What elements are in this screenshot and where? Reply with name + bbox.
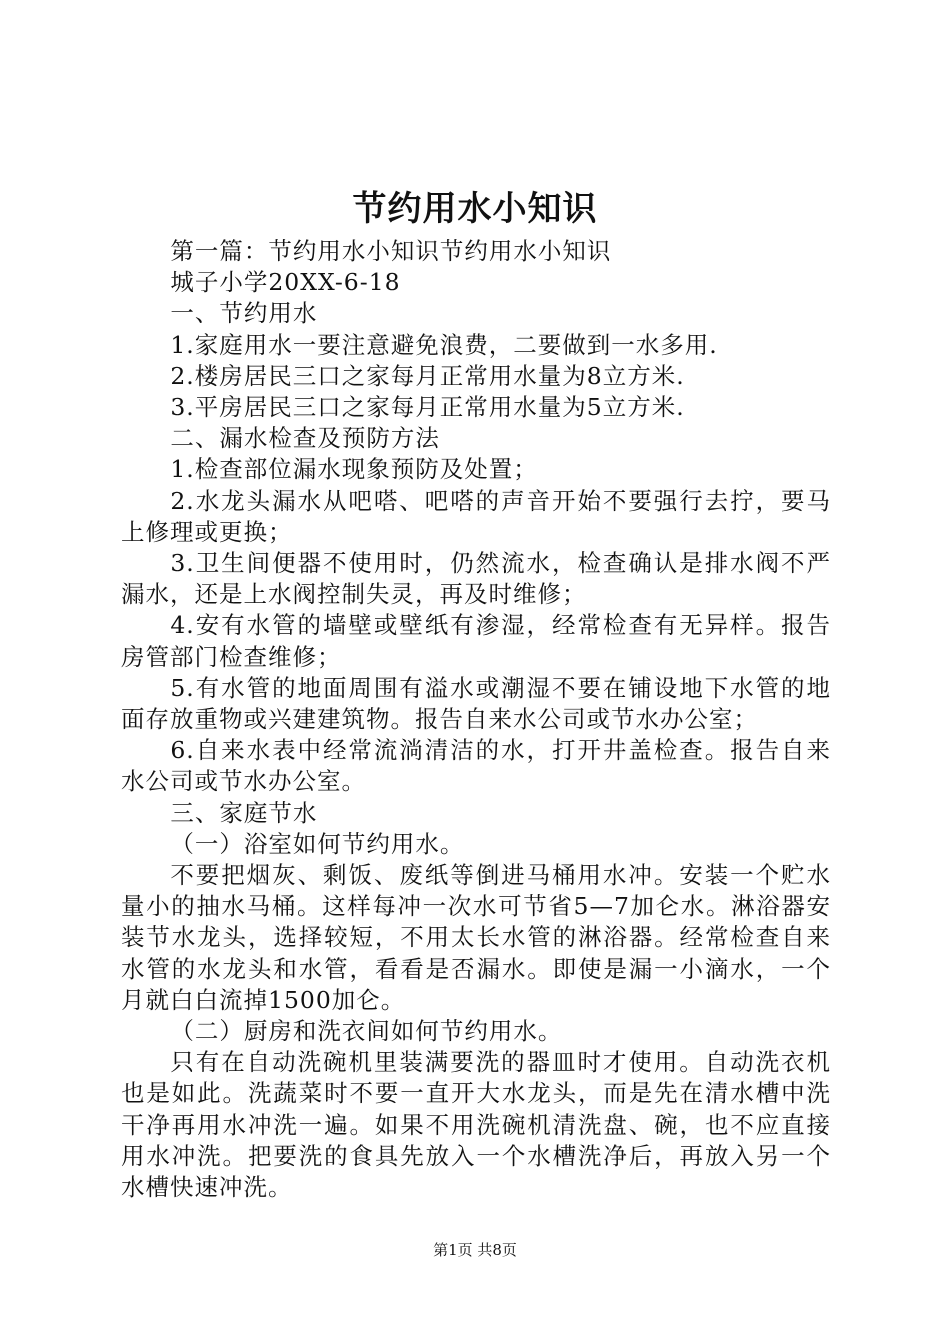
paragraph-heading-3: 三、家庭节水 (170, 798, 318, 827)
paragraph-item: 4.安有水管的墙壁或壁纸有渗湿，经常检查有无异样。报告房管部门检查维修； (121, 611, 831, 671)
paragraph-item: 6.自来水表中经常流淌清洁的水，打开井盖检查。报告自来水公司或节水办公室。 (121, 736, 831, 796)
paragraph-heading-2: 二、漏水检查及预防方法 (170, 424, 440, 453)
paragraph-item: 2.水龙头漏水从吧嗒、吧嗒的声音开始不要强行去拧，要马上修理或更换； (121, 486, 831, 546)
paragraph-item: 3.卫生间便器不使用时，仍然流水，检查确认是排水阀不严漏水，还是上水阀控制失灵，再及时维修； (121, 549, 831, 609)
paragraph-item: 1.检查部位漏水现象预防及处置； (170, 455, 538, 484)
paragraph-item: 2.楼房居民三口之家每月正常用水量为8立方米. (170, 361, 685, 390)
paragraph-author-date: 城子小学20XX-6-18 (170, 268, 401, 297)
paragraph-item: 3.平房居民三口之家每月正常用水量为5立方米. (170, 393, 685, 422)
paragraph-body: 只有在自动洗碗机里装满要洗的器皿时才使用。自动洗衣机也是如此。洗蔬菜时不要一直开大水龙头，而是先在清水槽中洗干净再用水冲洗一遍。如果不用洗碗机清洗盘、碗，也不应直接用水冲洗。把要洗的食具先放入一个水槽洗净后，再放入另一个水槽快速冲洗。 (121, 1048, 831, 1202)
document-title: 节约用水小知识 (352, 189, 598, 229)
paragraph-body: 不要把烟灰、剩饭、废纸等倒进马桶用水冲。安装一个贮水量小的抽水马桶。这样每冲一次水可节省5—7加仑水。淋浴器安装节水龙头，选择较短，不用太长水管的淋浴器。经常检查自来水管的水龙头和水管，看看是否漏水。即使是漏一小滴水，一个月就白白流掉1500加仑。 (121, 861, 831, 1014)
paragraph-section-heading: 第一篇：节约用水小知识节约用水小知识 (170, 237, 612, 265)
paragraph-heading-1: 一、节约用水 (170, 299, 318, 328)
paragraph-item: 1.家庭用水一要注意避免浪费，二要做到一水多用. (170, 330, 718, 359)
paragraph-subheading: （二）厨房和洗衣间如何节约用水。 (170, 1017, 563, 1046)
paragraph-item: 5.有水管的地面周围有溢水或潮湿不要在铺设地下水管的地面存放重物或兴建建筑物。报告自来水公司或节水办公室； (121, 673, 831, 734)
page-number-footer: 第1页 共8页 (433, 1241, 517, 1259)
paragraph-subheading: （一）浴室如何节约用水。 (170, 829, 465, 858)
document-body (121, 236, 831, 1203)
